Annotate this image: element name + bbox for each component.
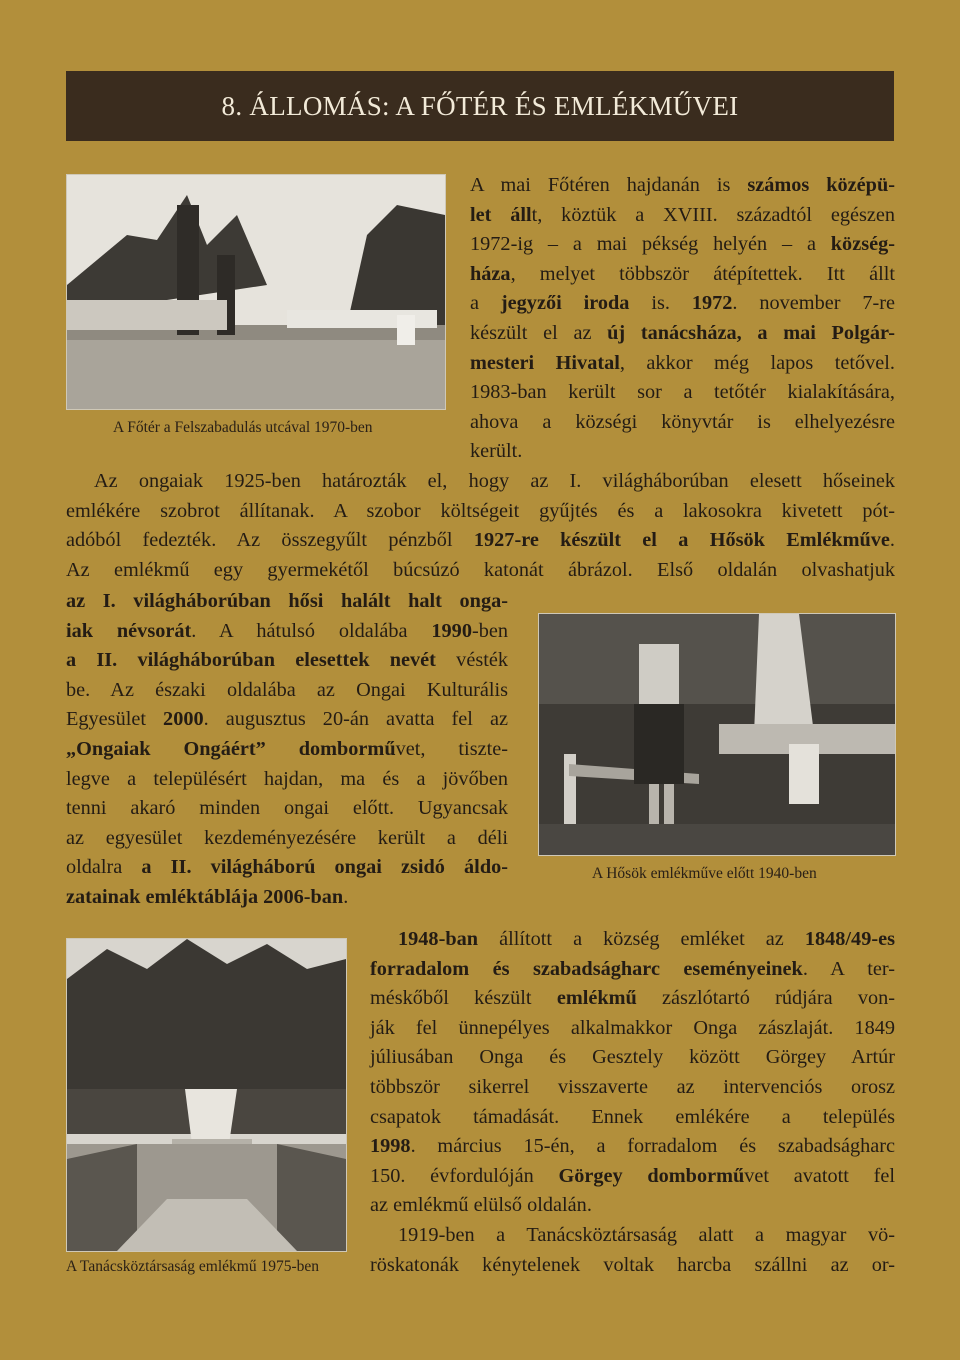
text-run: be. Az északi oldalába az Ongai Kulturális bbox=[66, 678, 508, 701]
text-block-monument-sides bbox=[66, 587, 508, 913]
bold-text: a II. világháborúban elesettek nevét bbox=[66, 649, 436, 672]
text-run: vet, tiszte- bbox=[395, 737, 508, 760]
bold-text: zatainak emléktáblája 2006-ban bbox=[66, 885, 344, 908]
text-line bbox=[370, 1221, 895, 1251]
text-run: csapatok támadását. Ennek emlékére a település bbox=[370, 1105, 895, 1128]
bold-text: forradalom és szabadságharc eseményeinek bbox=[370, 957, 803, 980]
text-run: vésték bbox=[435, 649, 508, 672]
bold-text: az I. világháborúban hősi halált halt onga- bbox=[66, 590, 508, 612]
text-run: A mai Főtéren hajdanán is bbox=[470, 174, 748, 196]
text-run: Az ongaiak 1925-ben határozták el, hogy az I. világháborúban elesett hőseinek bbox=[94, 470, 895, 492]
text-run: röskatonák kénytelenek voltak harcba szállni az or- bbox=[370, 1253, 895, 1276]
text-run: , akkor még lapos tetővel. bbox=[619, 351, 895, 374]
bold-text: iak névsorát bbox=[66, 619, 192, 642]
text-line bbox=[470, 201, 895, 231]
text-run: készült el az bbox=[470, 321, 608, 344]
text-run: oldalra bbox=[66, 856, 142, 879]
text-run: méskőből készült bbox=[370, 987, 557, 1010]
text-run: t, köztük a XVIII. századtól egészen bbox=[531, 203, 895, 226]
bold-text: háza bbox=[470, 262, 511, 285]
text-run: ják fel ünnepélyes alkalmakkor Onga zászlaját. 1849 bbox=[370, 1016, 895, 1039]
text-line bbox=[470, 289, 895, 319]
text-line bbox=[370, 1132, 895, 1162]
text-line bbox=[66, 765, 508, 795]
text-line bbox=[66, 735, 508, 765]
text-run: . bbox=[343, 885, 349, 908]
text-run: 1919-ben a Tanácsköztársaság alatt a magyar vö- bbox=[398, 1223, 895, 1246]
text-line bbox=[66, 824, 508, 854]
text-run: . bbox=[889, 529, 895, 552]
text-line bbox=[66, 556, 895, 586]
text-run: Az emlékmű egy gyermekétől búcsúzó katonát ábrázol. Első oldalán olvashatjuk bbox=[66, 558, 895, 581]
text-line bbox=[470, 408, 895, 438]
chapter-header bbox=[66, 71, 894, 141]
bold-text: számos középü- bbox=[747, 174, 895, 196]
text-line bbox=[470, 171, 895, 201]
text-run: többször sikerrel visszaverte az intervenciós orosz bbox=[370, 1075, 895, 1098]
main-square-photo bbox=[66, 174, 446, 410]
text-run: 1972-ig – a mai pékség helyén – a bbox=[470, 233, 831, 256]
text-line bbox=[470, 319, 895, 349]
text-block-heroes-monument bbox=[66, 467, 895, 585]
bold-text: jegyzői iroda bbox=[500, 292, 630, 315]
text-run: , melyet többször átépítettek. Itt állt bbox=[510, 262, 895, 285]
text-line bbox=[66, 497, 895, 527]
bold-text: emlékmű bbox=[556, 987, 637, 1010]
text-run: került. bbox=[470, 440, 523, 463]
text-line bbox=[66, 526, 895, 556]
text-line bbox=[66, 587, 508, 617]
text-run: . november 7-re bbox=[732, 292, 896, 315]
bold-text: mesteri Hivatal bbox=[470, 351, 620, 374]
text-run: Egyesület bbox=[66, 708, 164, 731]
text-line bbox=[470, 349, 895, 379]
text-run: állított a község emléket az bbox=[478, 928, 805, 950]
text-line bbox=[66, 467, 895, 497]
bold-text: 1972 bbox=[691, 292, 733, 315]
text-line bbox=[66, 705, 508, 735]
bold-text: Görgey dombormű bbox=[558, 1164, 745, 1187]
text-run: -ben bbox=[471, 619, 508, 642]
text-line bbox=[66, 617, 508, 647]
bold-text: let áll bbox=[470, 203, 532, 226]
text-line bbox=[370, 1103, 895, 1133]
text-line bbox=[370, 984, 895, 1014]
text-line bbox=[370, 1073, 895, 1103]
text-line bbox=[470, 230, 895, 260]
bold-text: 1990 bbox=[431, 619, 472, 642]
heroes-monument-caption: A Hősök emlékműve előtt 1940-ben bbox=[592, 865, 817, 882]
main-square-caption: A Főtér a Felszabadulás utcával 1970-ben bbox=[113, 419, 373, 436]
text-run: . március 15-én, a forradalom és szabadságharc bbox=[410, 1135, 895, 1158]
text-run: . A ter- bbox=[802, 957, 895, 980]
text-block-1848-memorial bbox=[370, 925, 895, 1280]
text-run: a bbox=[470, 292, 501, 315]
text-line bbox=[370, 1162, 895, 1192]
text-run: 1983-ban került sor a tetőtér kialakítására, bbox=[470, 381, 895, 404]
text-run: ahova a községi könyvtár is elhelyezésre bbox=[470, 410, 895, 433]
text-run: tenni akaró minden ongai előtt. Ugyancsak bbox=[66, 797, 508, 820]
chapter-title: 8. ÁLLOMÁS: A FŐTÉR ÉS EMLÉKMŰVEI bbox=[221, 90, 739, 121]
text-block-town-hall bbox=[470, 171, 895, 467]
bold-text: 1848/49-es bbox=[804, 928, 895, 950]
text-line bbox=[370, 1251, 895, 1281]
text-line bbox=[66, 883, 508, 913]
text-line bbox=[66, 853, 508, 883]
text-run: . augusztus 20-án avatta fel az bbox=[203, 708, 508, 731]
text-line bbox=[370, 1043, 895, 1073]
text-line bbox=[370, 925, 895, 955]
bold-text: „Ongaiak Ongáért” dombormű bbox=[66, 737, 396, 760]
text-run: emlékére szobrot állítanak. A szobor költségeit gyűjtés és a lakosokra kivetett pót- bbox=[66, 499, 895, 522]
council-republic-monument-photo bbox=[66, 938, 347, 1252]
text-line bbox=[66, 646, 508, 676]
text-run: vet avatott fel bbox=[744, 1164, 895, 1187]
bold-text: 1948-ban bbox=[398, 928, 479, 950]
bold-text: község- bbox=[830, 233, 895, 256]
bold-text: 1927-re készült el a Hősök Emlékműve bbox=[473, 529, 890, 552]
council-republic-monument-caption: A Tanácsköztársaság emlékmű 1975-ben bbox=[66, 1258, 320, 1275]
text-run: legve a településért hajdan, ma és a jövőben bbox=[66, 767, 508, 790]
text-line bbox=[470, 378, 895, 408]
text-run: adóból fedezték. Az összegyűlt pénzből bbox=[66, 529, 474, 552]
text-line bbox=[66, 794, 508, 824]
text-line bbox=[370, 955, 895, 985]
text-run: az emlékmű elülső oldalán. bbox=[370, 1194, 592, 1217]
text-line bbox=[470, 260, 895, 290]
bold-text: 2000 bbox=[163, 708, 204, 731]
text-line bbox=[370, 1014, 895, 1044]
text-line bbox=[370, 1191, 895, 1221]
text-run: júliusában Onga és Gesztely között Görgey Artúr bbox=[370, 1046, 895, 1069]
bold-text: 1998 bbox=[370, 1135, 411, 1158]
text-line bbox=[66, 676, 508, 706]
bold-text: a II. világháború ongai zsidó áldo- bbox=[141, 856, 508, 879]
text-run: zászlótartó rúdjára von- bbox=[636, 987, 895, 1010]
text-run: az egyesület kezdeményezésére került a déli bbox=[66, 826, 508, 849]
heroes-monument-photo bbox=[538, 613, 896, 856]
text-line bbox=[470, 437, 895, 467]
text-run: . A hátulsó oldalába bbox=[191, 619, 432, 642]
text-run: is. bbox=[629, 292, 692, 315]
text-run: 150. évfordulóján bbox=[370, 1164, 559, 1187]
bold-text: új tanácsháza, a mai Polgár- bbox=[607, 321, 895, 344]
